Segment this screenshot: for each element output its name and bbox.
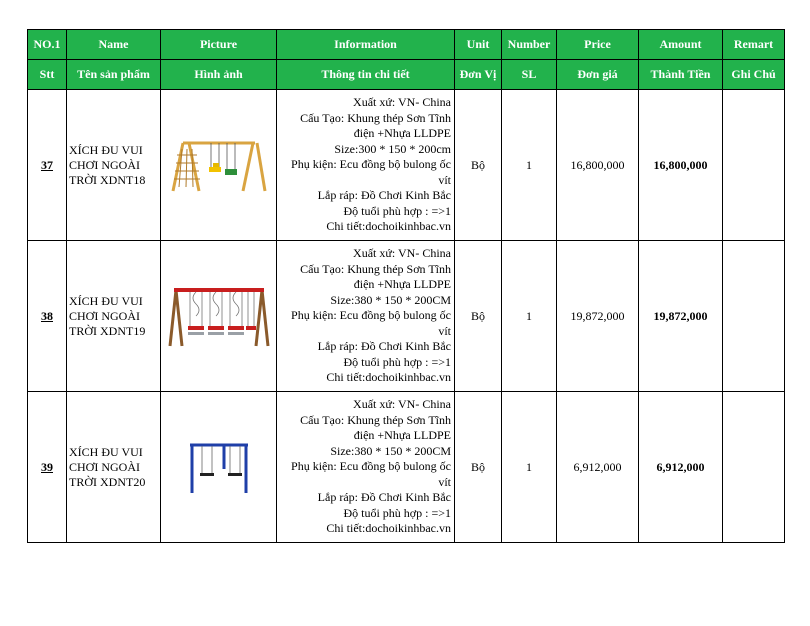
info-line: Phụ kiện: Ecu đồng bộ bulong ốc: [291, 157, 451, 172]
table-row: [28, 90, 785, 241]
info-line: điện +Nhựa LLDPE: [353, 126, 451, 141]
header-remark: Remart: [723, 30, 785, 60]
info-line: Cấu Tạo: Khung thép Sơn Tĩnh: [300, 110, 451, 125]
info-line: vít: [438, 474, 451, 489]
info-line: Cấu Tạo: Khung thép Sơn Tĩnh: [300, 261, 451, 276]
info-line: Xuất xứ: VN- China: [353, 246, 451, 261]
product-qty: 1: [502, 241, 557, 392]
product-amount: 19,872,000: [639, 241, 723, 392]
info-line: Size:300 * 150 * 200cm: [334, 141, 451, 156]
wooden-swing-set-icon: [169, 135, 269, 195]
product-picture: [161, 241, 277, 392]
product-table: [27, 29, 785, 543]
info-line: Cấu Tạo: Khung thép Sơn Tĩnh: [300, 412, 451, 427]
table-row: [28, 241, 785, 392]
info-line: Xuất xứ: VN- China: [353, 95, 451, 110]
blue-frame-swing-icon: [184, 439, 254, 495]
product-qty: 1: [502, 392, 557, 543]
row-stt[interactable]: 38: [28, 241, 67, 392]
header-name: Name: [67, 30, 161, 60]
info-line: Size:380 * 150 * 200CM: [330, 292, 451, 307]
product-name-line: TRỜI XDNT18: [69, 172, 146, 187]
product-name-line: XÍCH ĐU VUI: [69, 142, 143, 157]
header-amount: Amount: [639, 30, 723, 60]
info-line: vít: [438, 323, 451, 338]
product-price: 16,800,000: [557, 90, 639, 241]
product-info: [277, 392, 455, 543]
info-line: Lắp ráp: Đồ Chơi Kinh Bắc: [317, 339, 451, 354]
header-information: Information: [277, 30, 455, 60]
product-name-line: CHƠI NGOÀI: [69, 459, 140, 474]
header-no: NO.1: [28, 30, 67, 60]
product-remark: [723, 392, 785, 543]
product-name-line: CHƠI NGOÀI: [69, 157, 140, 172]
header-picture: Picture: [161, 30, 277, 60]
product-name-line: XÍCH ĐU VUI: [69, 444, 143, 459]
info-line: Phụ kiện: Ecu đồng bộ bulong ốc: [291, 459, 451, 474]
header-sl: SL: [502, 60, 557, 90]
row-stt[interactable]: 39: [28, 392, 67, 543]
product-name-line: CHƠI NGOÀI: [69, 308, 140, 323]
info-line: Chi tiết:dochoikinhbac.vn: [326, 370, 451, 385]
product-info: [277, 241, 455, 392]
product-name-line: TRỜI XDNT19: [69, 323, 146, 338]
red-frame-swing-icon: [166, 282, 272, 350]
product-unit: Bộ: [455, 90, 502, 241]
header-hinh-anh: Hình ảnh: [161, 60, 277, 90]
header-thong-tin: Thông tin chi tiết: [277, 60, 455, 90]
product-qty: 1: [502, 90, 557, 241]
product-amount: 6,912,000: [639, 392, 723, 543]
header-don-vi: Đơn Vị: [455, 60, 502, 90]
table-row: [28, 392, 785, 543]
product-remark: [723, 90, 785, 241]
product-remark: [723, 241, 785, 392]
info-line: Độ tuổi phù hợp : =>1: [343, 354, 451, 369]
product-name: [67, 241, 161, 392]
info-line: điện +Nhựa LLDPE: [353, 428, 451, 443]
header-ten-san-pham: Tên sản phẩm: [67, 60, 161, 90]
header-number: Number: [502, 30, 557, 60]
product-name: [67, 392, 161, 543]
info-line: vít: [438, 172, 451, 187]
header-thanh-tien: Thành Tiền: [639, 60, 723, 90]
info-line: Độ tuổi phù hợp : =>1: [343, 203, 451, 218]
row-stt[interactable]: 37: [28, 90, 67, 241]
product-info: [277, 90, 455, 241]
product-unit: Bộ: [455, 392, 502, 543]
header-unit: Unit: [455, 30, 502, 60]
info-line: Phụ kiện: Ecu đồng bộ bulong ốc: [291, 308, 451, 323]
info-line: Lắp ráp: Đồ Chơi Kinh Bắc: [317, 490, 451, 505]
product-amount: 16,800,000: [639, 90, 723, 241]
info-line: Size:380 * 150 * 200CM: [330, 443, 451, 458]
product-picture: [161, 90, 277, 241]
header-ghi-chu: Ghi Chú: [723, 60, 785, 90]
product-picture: [161, 392, 277, 543]
product-price: 6,912,000: [557, 392, 639, 543]
header-stt: Stt: [28, 60, 67, 90]
info-line: Độ tuổi phù hợp : =>1: [343, 505, 451, 520]
header-row-vietnamese: [28, 60, 785, 90]
product-name: [67, 90, 161, 241]
product-name-line: TRỜI XDNT20: [69, 474, 146, 489]
info-line: Chi tiết:dochoikinhbac.vn: [326, 521, 451, 536]
info-line: điện +Nhựa LLDPE: [353, 277, 451, 292]
info-line: Xuất xứ: VN- China: [353, 397, 451, 412]
info-line: Chi tiết:dochoikinhbac.vn: [326, 219, 451, 234]
product-price: 19,872,000: [557, 241, 639, 392]
info-line: Lắp ráp: Đồ Chơi Kinh Bắc: [317, 188, 451, 203]
header-row-english: [28, 30, 785, 60]
product-name-line: XÍCH ĐU VUI: [69, 293, 143, 308]
header-don-gia: Đơn giá: [557, 60, 639, 90]
header-price: Price: [557, 30, 639, 60]
product-unit: Bộ: [455, 241, 502, 392]
